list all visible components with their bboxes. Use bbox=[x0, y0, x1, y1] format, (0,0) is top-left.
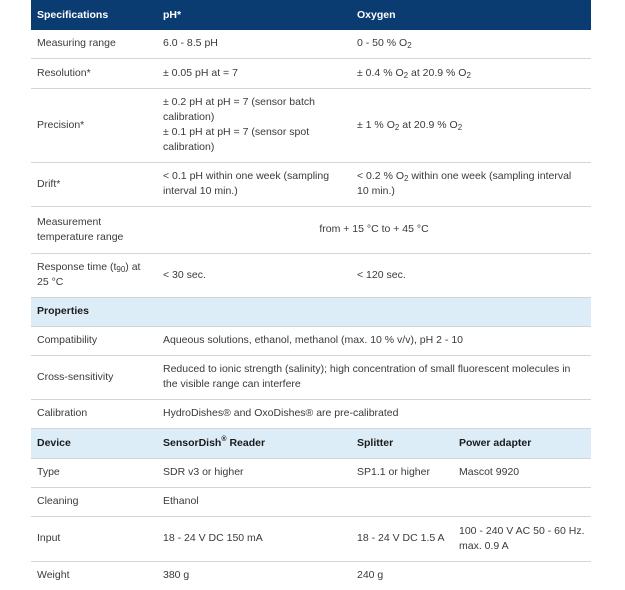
label-cross-sensitivity: Cross-sensitivity bbox=[31, 355, 157, 399]
ph-resolution: ± 0.05 pH at = 7 bbox=[157, 58, 351, 88]
row-measuring-range bbox=[31, 30, 591, 58]
specifications-header-row bbox=[31, 0, 591, 30]
label-type: Type bbox=[31, 458, 157, 487]
value-cross-sensitivity: Reduced to ionic strength (salinity); high concentration of small fluorescent molecules in the visible range can interfere bbox=[157, 355, 591, 399]
value-temperature-range: from + 15 °C to + 45 °C bbox=[157, 206, 591, 253]
header-power-adapter: Power adapter bbox=[453, 428, 591, 458]
row-precision bbox=[31, 88, 591, 162]
ph-precision-line2: ± 0.1 pH at pH = 7 (sensor spot calibration) bbox=[163, 126, 310, 153]
row-response-time bbox=[31, 253, 591, 297]
o2-response-time: < 120 sec. bbox=[351, 253, 591, 297]
label-weight: Weight bbox=[37, 569, 70, 582]
label-measuring-range: Measuring range bbox=[31, 30, 157, 58]
row-resolution bbox=[31, 58, 591, 88]
row-type bbox=[31, 458, 591, 487]
value-compatibility: Aqueous solutions, ethanol, methanol (max. 10 % v/v), pH 2 - 10 bbox=[157, 326, 591, 355]
splitter-type: SP1.1 or higher bbox=[351, 458, 453, 487]
label-input: Input bbox=[31, 516, 157, 561]
power-weight bbox=[453, 561, 591, 590]
row-weight bbox=[31, 561, 591, 590]
properties-header-row bbox=[31, 297, 591, 326]
reader-weight: 380 g bbox=[163, 569, 190, 582]
label-resolution: Resolution* bbox=[31, 58, 157, 88]
reader-type: SDR v3 or higher bbox=[157, 458, 351, 487]
power-type: Mascot 9920 bbox=[453, 458, 591, 487]
o2-resolution: ± 0.4 % $O_2$ at 20.9 % $O_2$ bbox=[351, 58, 591, 88]
header-oxygen: Oxygen bbox=[351, 0, 591, 30]
ph-response-time: < 30 sec. bbox=[157, 253, 351, 297]
header-splitter: Splitter bbox=[351, 428, 453, 458]
o2-drift: < 0.2 % $O_2$ within one week (sampling interval 10 min.) bbox=[351, 162, 591, 206]
o2-precision: ± 1 % $O_2$ at 20.9 % $O_2$ bbox=[351, 88, 591, 162]
splitter-input: 18 - 24 V DC 1.5 A bbox=[351, 516, 453, 561]
row-calibration bbox=[31, 399, 591, 428]
value-cleaning: Ethanol bbox=[157, 487, 591, 516]
ph-measuring-range: 6.0 - 8.5 pH bbox=[157, 30, 351, 58]
row-compatibility bbox=[31, 326, 591, 355]
ph-precision bbox=[157, 88, 351, 162]
device-header-row bbox=[31, 428, 591, 458]
label-drift: Drift* bbox=[31, 162, 157, 206]
specifications-table bbox=[31, 0, 591, 590]
o2-measuring-range: 0 - 50 % $O_2$ bbox=[351, 30, 591, 58]
specifications-table-container bbox=[31, 0, 591, 590]
reader-input: 18 - 24 V DC 150 mA bbox=[157, 516, 351, 561]
power-input: 100 - 240 V AC 50 - 60 Hz. max. 0.9 A bbox=[453, 516, 591, 561]
label-response-time: Response time $(t_{90})$ at 25 °C bbox=[31, 253, 157, 297]
header-specifications: Specifications bbox=[31, 0, 157, 30]
row-cleaning bbox=[31, 487, 591, 516]
label-precision: Precision* bbox=[31, 88, 157, 162]
value-calibration: HydroDishes® and OxoDishes® are pre-calibrated bbox=[157, 399, 591, 428]
row-drift bbox=[31, 162, 591, 206]
row-cross-sensitivity bbox=[31, 355, 591, 399]
label-calibration: Calibration bbox=[31, 399, 157, 428]
label-temperature-range: Measurement temperature range bbox=[31, 206, 157, 253]
row-temperature-range bbox=[31, 206, 591, 253]
row-input bbox=[31, 516, 591, 561]
ph-precision-line1: ± 0.2 pH at pH = 7 (sensor batch calibration) bbox=[163, 96, 315, 123]
header-reader: SensorDish® Reader bbox=[157, 428, 351, 458]
properties-title: Properties bbox=[31, 297, 591, 326]
label-compatibility: Compatibility bbox=[31, 326, 157, 355]
label-cleaning: Cleaning bbox=[31, 487, 157, 516]
splitter-weight: 240 g bbox=[357, 569, 384, 582]
header-ph: pH* bbox=[157, 0, 351, 30]
ph-drift: < 0.1 pH within one week (sampling interval 10 min.) bbox=[157, 162, 351, 206]
header-device: Device bbox=[31, 428, 157, 458]
